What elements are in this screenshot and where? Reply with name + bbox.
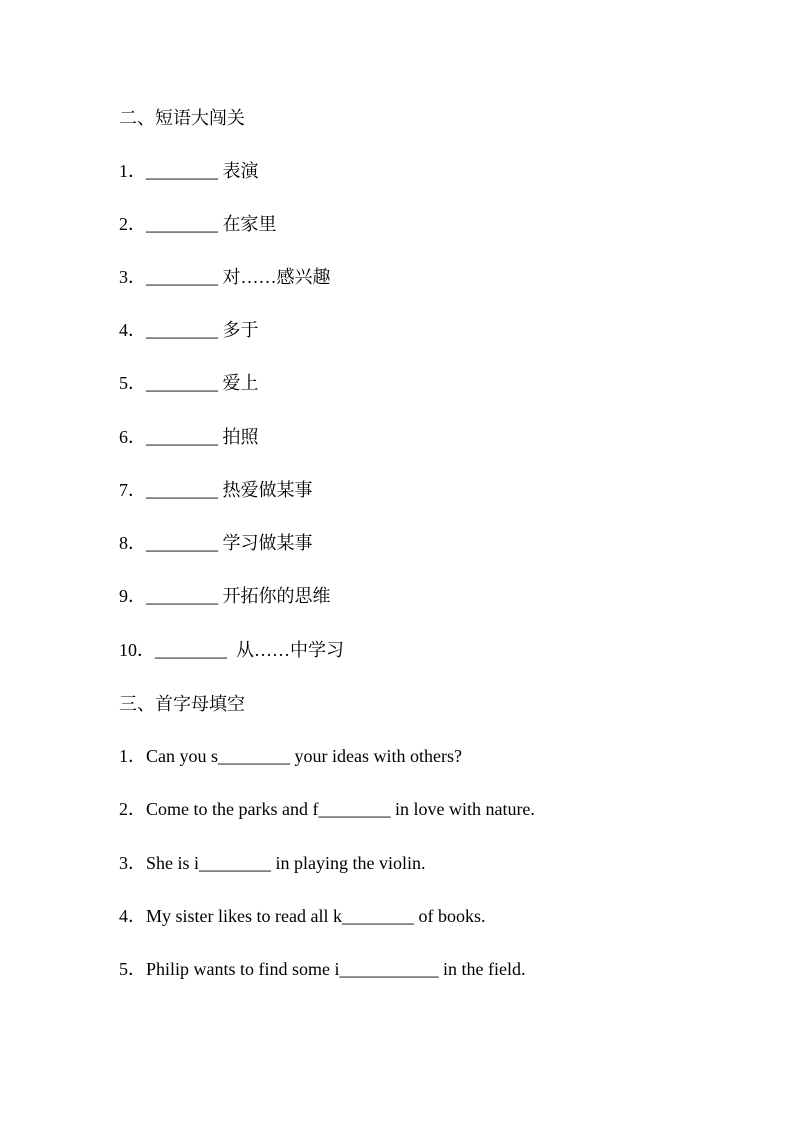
phrase-item bbox=[119, 638, 344, 662]
phrase-meaning: 爱上 bbox=[218, 373, 259, 393]
phrase-meaning: 多于 bbox=[218, 320, 259, 340]
phrase-meaning: 开拓你的思维 bbox=[218, 586, 331, 606]
sentence-text: Can you s________ your ideas with others? bbox=[146, 746, 462, 766]
phrase-meaning: 在家里 bbox=[218, 214, 277, 234]
answer-blank: ________ bbox=[146, 427, 218, 447]
answer-blank: ________ bbox=[146, 161, 218, 181]
item-number: 9． bbox=[119, 586, 146, 606]
phrase-item bbox=[119, 212, 277, 236]
section2-title: 二、短语大闯关 bbox=[119, 108, 245, 128]
phrase-item bbox=[119, 531, 313, 555]
phrase-item bbox=[119, 159, 259, 183]
fill-in-item bbox=[119, 851, 426, 875]
phrase-meaning: 表演 bbox=[218, 161, 259, 181]
answer-blank: ________ bbox=[146, 267, 218, 287]
sentence-text: She is i________ in playing the violin. bbox=[146, 853, 426, 873]
answer-blank: ________ bbox=[155, 640, 227, 660]
phrase-item bbox=[119, 265, 331, 289]
fill-in-item bbox=[119, 957, 525, 981]
item-number: 2． bbox=[119, 799, 146, 819]
item-number: 8． bbox=[119, 533, 146, 553]
phrase-item bbox=[119, 371, 259, 395]
item-number: 4． bbox=[119, 906, 146, 926]
phrase-meaning: 学习做某事 bbox=[218, 533, 313, 553]
item-number: 6． bbox=[119, 427, 146, 447]
answer-blank: ________ bbox=[146, 214, 218, 234]
fill-in-item bbox=[119, 744, 462, 768]
item-number: 10． bbox=[119, 640, 155, 660]
item-number: 3． bbox=[119, 267, 146, 287]
phrase-meaning: 从……中学习 bbox=[227, 640, 344, 660]
phrase-item bbox=[119, 584, 331, 608]
item-number: 5． bbox=[119, 959, 146, 979]
item-number: 5． bbox=[119, 373, 146, 393]
item-number: 2． bbox=[119, 214, 146, 234]
phrase-meaning: 热爱做某事 bbox=[218, 480, 313, 500]
sentence-text: Philip wants to find some i___________ in the field. bbox=[146, 959, 526, 979]
item-number: 1． bbox=[119, 161, 146, 181]
phrase-item bbox=[119, 425, 259, 449]
fill-in-item bbox=[119, 904, 485, 928]
answer-blank: ________ bbox=[146, 480, 218, 500]
item-number: 3． bbox=[119, 853, 146, 873]
sentence-text: My sister likes to read all k________ of books. bbox=[146, 906, 486, 926]
phrase-meaning: 拍照 bbox=[218, 427, 259, 447]
section3-title: 三、首字母填空 bbox=[119, 694, 245, 714]
sentence-text: Come to the parks and f________ in love with nature. bbox=[146, 799, 535, 819]
answer-blank: ________ bbox=[146, 533, 218, 553]
answer-blank: ________ bbox=[146, 373, 218, 393]
phrase-item bbox=[119, 318, 259, 342]
answer-blank: ________ bbox=[146, 586, 218, 606]
fill-in-item bbox=[119, 797, 535, 821]
item-number: 4． bbox=[119, 320, 146, 340]
phrase-item bbox=[119, 478, 313, 502]
item-number: 7． bbox=[119, 480, 146, 500]
phrase-meaning: 对……感兴趣 bbox=[218, 267, 331, 287]
answer-blank: ________ bbox=[146, 320, 218, 340]
item-number: 1． bbox=[119, 746, 146, 766]
